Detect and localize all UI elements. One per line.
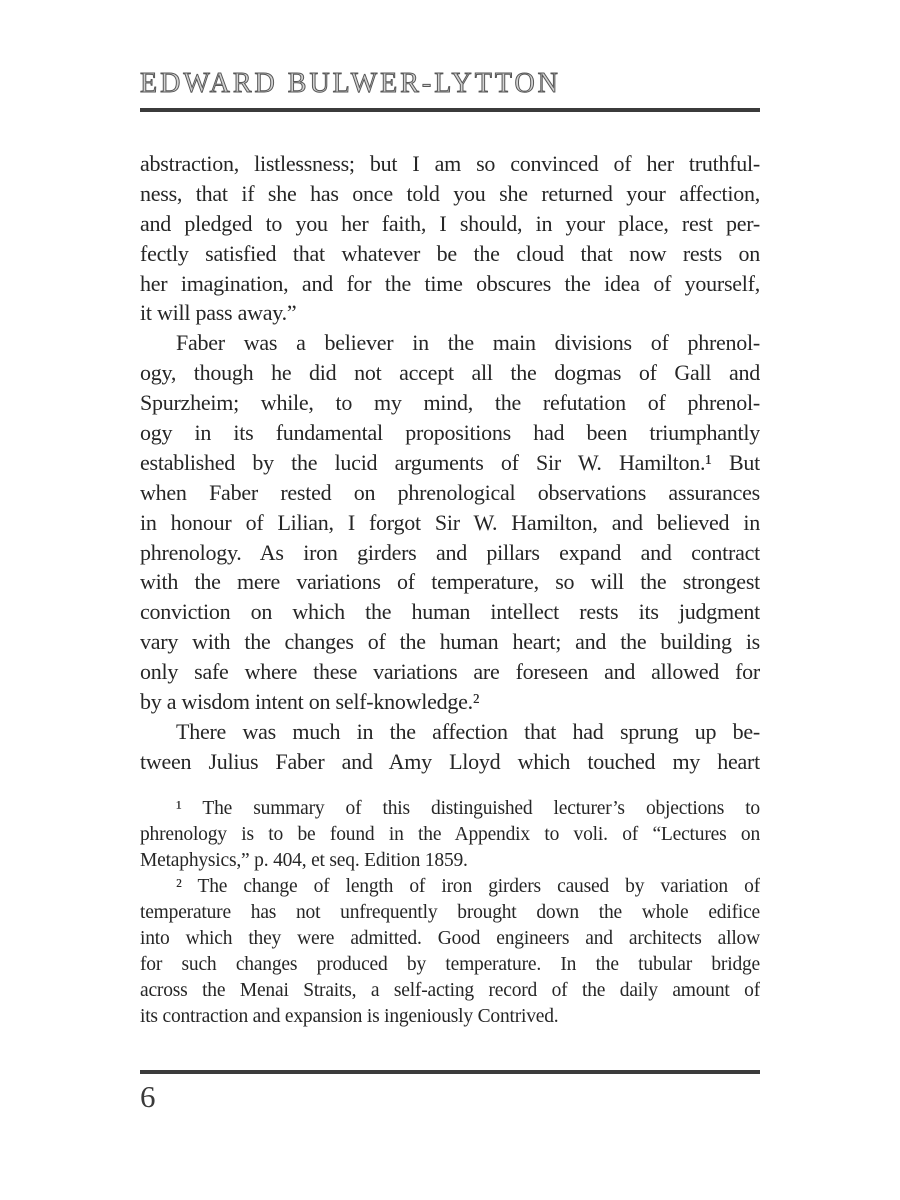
body-text (140, 149, 760, 777)
text-line: with the mere variations of temperature, so will the strongest (140, 569, 760, 595)
text-line: into which they were admitted. Good engineers and architects allow (140, 928, 760, 949)
text-line: its contraction and expansion is ingeniously Contrived. (140, 1006, 559, 1027)
text-line: ¹ The summary of this distinguished lecturer’s objections to (176, 798, 760, 819)
header-rule (140, 108, 760, 112)
text-line: vary with the changes of the human heart; and the building is (140, 629, 760, 655)
text-line: ogy, though he did not accept all the dogmas of Gall and (140, 360, 760, 386)
text-line: phrenology is to be found in the Appendix to voli. of “Lectures on (140, 824, 760, 845)
text-line: when Faber rested on phrenological observations assurances (140, 479, 760, 505)
text-line: ² The change of length of iron girders caused by variation of (176, 876, 760, 897)
footer-rule (140, 1070, 760, 1074)
text-line: abstraction, listlessness; but I am so convinced of her truthful- (140, 151, 760, 176)
paragraph (140, 328, 760, 717)
text-line: ness, that if she has once told you she returned your affection, (140, 180, 760, 206)
text-line: fectly satisfied that whatever be the cloud that now rests on (140, 240, 760, 266)
text-line: only safe where these variations are foreseen and allowed for (140, 659, 760, 685)
text-line: it will pass away.” (140, 300, 297, 326)
text-line: There was much in the affection that had sprung up be- (176, 718, 760, 744)
text-line: ogy in its fundamental propositions had been triumphantly (140, 420, 760, 446)
footnote (140, 796, 760, 874)
text-line: Spurzheim; while, to my mind, the refutation of phrenol- (140, 390, 760, 416)
text-line: phrenology. As iron girders and pillars expand and contract (140, 539, 760, 565)
footnote-section (140, 796, 760, 1030)
paragraph (140, 717, 760, 777)
paragraph (140, 149, 760, 328)
footnote (140, 874, 760, 1030)
text-line: Metaphysics,” p. 404, et seq. Edition 1859. (140, 850, 468, 871)
text-line: for such changes produced by temperature. In the tubular bridge (140, 954, 760, 975)
text-line: established by the lucid arguments of Sir W. Hamilton.¹ But (140, 449, 760, 475)
running-header-title: EDWARD BULWER-LYTTON (140, 68, 561, 99)
text-line: Faber was a believer in the main divisions of phrenol- (176, 330, 760, 356)
text-line: temperature has not unfrequently brought down the whole edifice (140, 902, 760, 923)
text-line: conviction on which the human intellect rests its judgment (140, 599, 760, 625)
text-line: tween Julius Faber and Amy Lloyd which touched my heart (140, 748, 760, 774)
text-line: in honour of Lilian, I forgot Sir W. Hamilton, and believed in (140, 509, 760, 535)
page-header (140, 68, 760, 104)
text-line: across the Menai Straits, a self-acting record of the daily amount of (140, 980, 760, 1001)
text-line: by a wisdom intent on self-knowledge.² (140, 689, 480, 715)
page-number: 6 (140, 1079, 156, 1114)
text-line: and pledged to you her faith, I should, in your place, rest per- (140, 210, 760, 236)
text-line: her imagination, and for the time obscures the idea of yourself, (140, 270, 760, 296)
